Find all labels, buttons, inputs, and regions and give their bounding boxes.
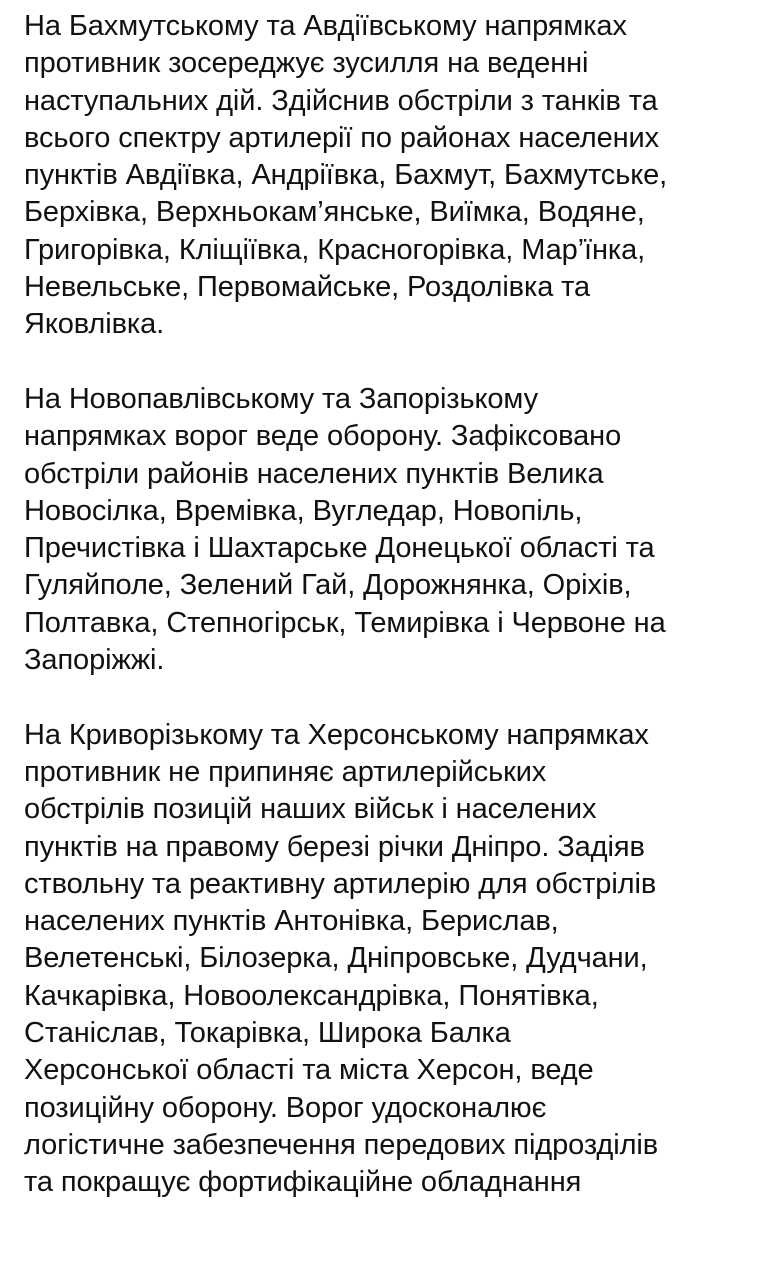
text-line: Берхівка, Верхньокам’янське, Виїмка, Водяне, [24, 196, 645, 229]
text-line: та покращує фортифікаційне обладнання [24, 1166, 582, 1199]
text-line: пунктів на правому березі річки Дніпро. Задіяв [24, 830, 645, 863]
text-line: населених пунктів Антонівка, Берислав, [24, 905, 559, 938]
text-line: На Криворізькому та Херсонському напрямках [24, 718, 649, 751]
text-line: всього спектру артилерії по районах населених [24, 121, 660, 154]
text-line: Запоріжжі. [24, 644, 165, 677]
text-line: обстріли районів населених пунктів Велика [24, 457, 604, 490]
text-line: Херсонської області та міста Херсон, веде [24, 1054, 594, 1087]
text-line: пунктів Авдіївка, Андріївка, Бахмут, Бахмутське, [24, 159, 668, 192]
text-line: Станіслав, Токарівка, Широка Балка [24, 1017, 511, 1050]
paragraph-bakhmut-avdiivka [24, 8, 746, 344]
text-line: Невельське, Первомайське, Роздолівка та [24, 271, 591, 304]
paragraph-novopavlivka-zaporizhzhia [24, 381, 746, 679]
text-line: противник зосереджує зусилля на веденні [24, 47, 589, 80]
text-line: Качкарівка, Новоолександрівка, Понятівка, [24, 979, 599, 1012]
text-line: напрямках ворог веде оборону. Зафіксовано [24, 420, 622, 453]
text-line: логістичне забезпечення передових підрозділів [24, 1128, 659, 1161]
text-line: Григорівка, Кліщіївка, Красногорівка, Мар’їнка, [24, 233, 646, 266]
text-line: На Бахмутському та Авдіївському напрямках [24, 10, 627, 42]
text-line: наступальних дій. Здійснив обстріли з танків та [24, 84, 658, 117]
text-line: ствольну та реактивну артилерію для обстрілів [24, 867, 657, 900]
document-text [24, 8, 746, 1202]
text-line: На Новопавлівському та Запорізькому [24, 382, 538, 415]
paragraph-spacer [24, 679, 746, 716]
text-line: Новосілка, Времівка, Вугледар, Новопіль, [24, 494, 583, 527]
text-line: Яковлівка. [24, 308, 165, 341]
text-line: Велетенські, Білозерка, Дніпровське, Дудчани, [24, 942, 648, 975]
text-line: обстрілів позицій наших військ і населених [24, 793, 597, 826]
paragraph-spacer [24, 344, 746, 381]
text-line: противник не припиняє артилерійських [24, 755, 547, 788]
text-line: Гуляйполе, Зелений Гай, Дорожнянка, Оріхів, [24, 569, 632, 602]
text-line: Полтавка, Степногірськ, Темирівка і Червоне на [24, 606, 666, 639]
paragraph-kryvyi-rih-kherson [24, 717, 746, 1202]
text-line: позиційну оборону. Ворог удосконалює [24, 1091, 547, 1124]
text-line: Пречистівка і Шахтарське Донецької області та [24, 532, 655, 565]
